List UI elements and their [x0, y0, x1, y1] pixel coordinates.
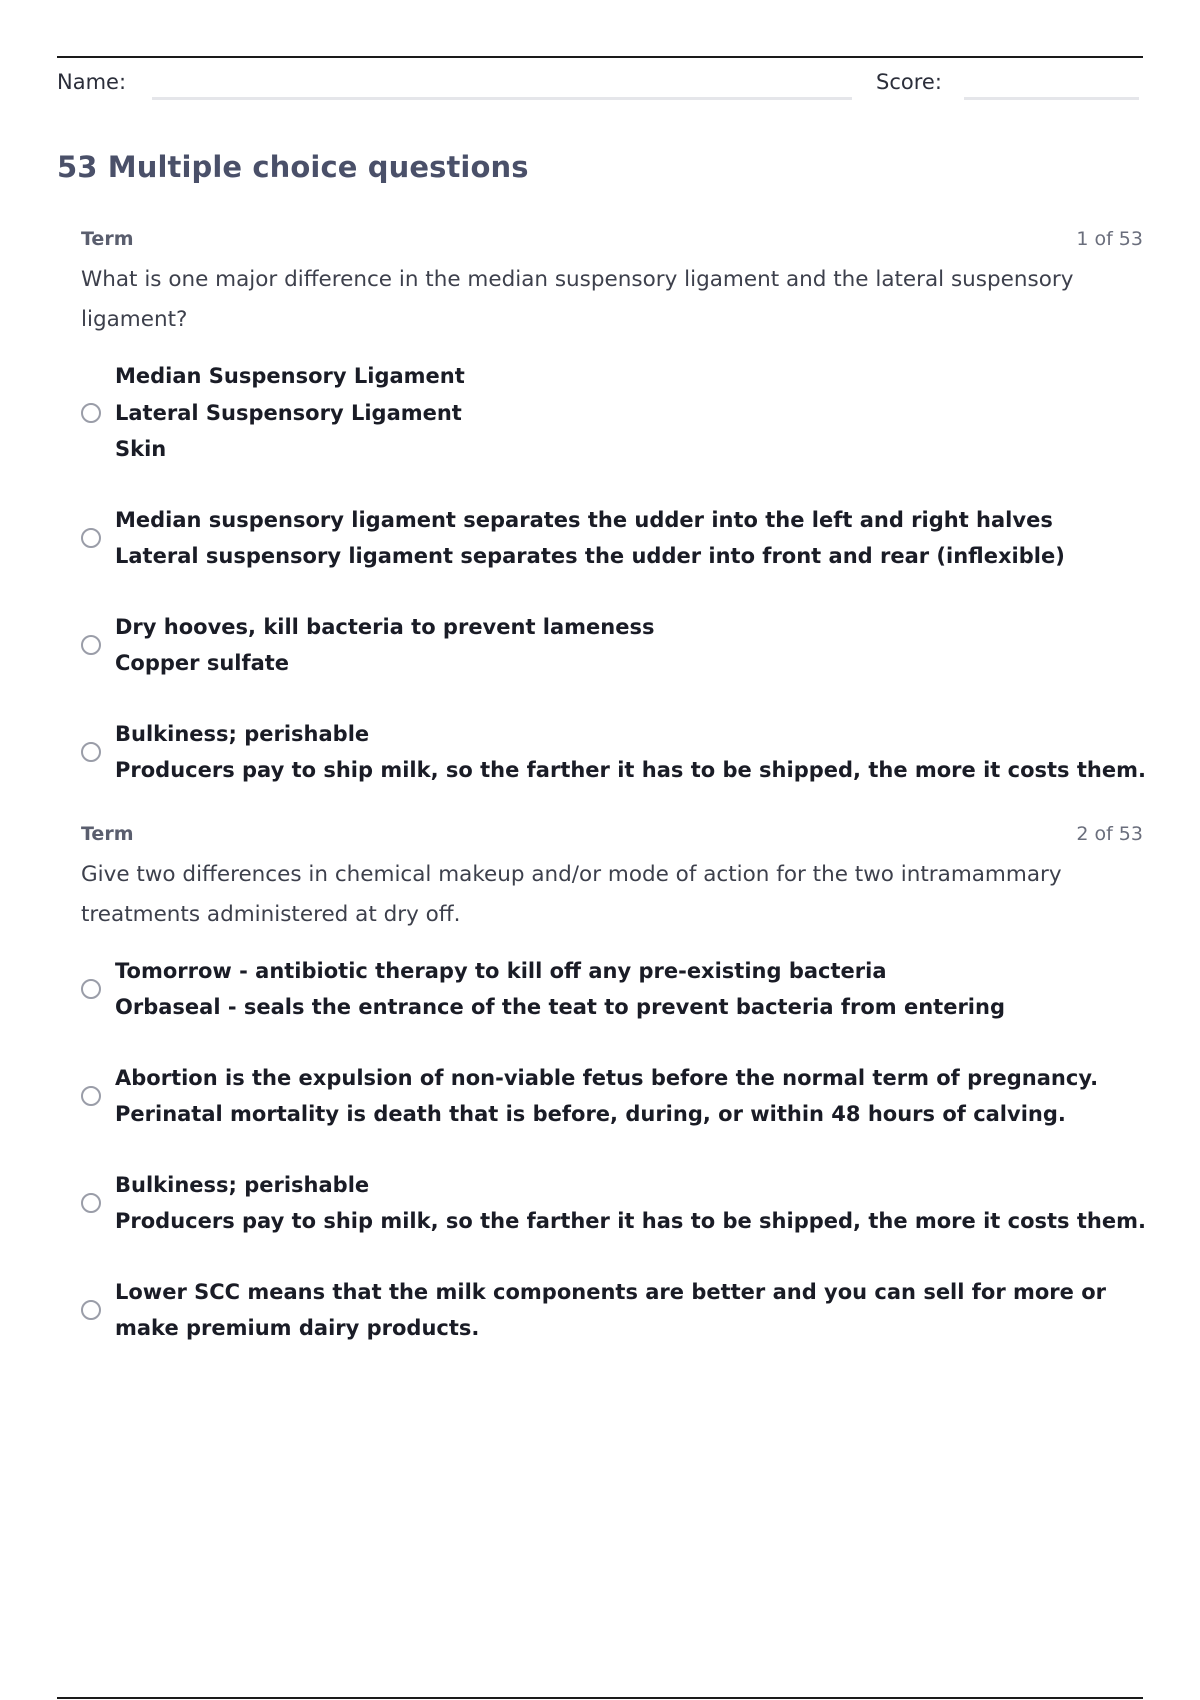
radio-button[interactable] — [81, 979, 101, 999]
answer-option[interactable] — [81, 1060, 1143, 1133]
name-label: Name: — [57, 70, 127, 94]
radio-button[interactable] — [81, 403, 101, 423]
radio-button[interactable] — [81, 742, 101, 762]
term-label: Term — [81, 822, 134, 845]
answer-text — [115, 1060, 1098, 1133]
answer-line: Lateral Suspensory Ligament — [115, 400, 462, 425]
answer-options — [81, 953, 1146, 1347]
question-prompt: What is one major difference in the median suspensory ligament and the lateral suspensory ligament? — [81, 267, 1074, 332]
answer-line: Median Suspensory Ligament — [115, 364, 465, 388]
bottom-divider — [57, 1697, 1143, 1699]
section-title: 53 Multiple choice questions — [57, 150, 529, 184]
question-counter: 1 of 53 — [1076, 228, 1143, 250]
radio-button[interactable] — [81, 528, 101, 548]
answer-line: Copper sulfate — [115, 651, 290, 675]
answer-text — [115, 358, 465, 468]
answer-line: Abortion is the expulsion of non-viable fetus before the normal term of pregnancy. — [115, 1065, 1099, 1090]
question-header — [81, 823, 1143, 845]
header-row — [57, 58, 1143, 100]
answer-options — [81, 358, 1146, 789]
radio-button[interactable] — [81, 1300, 101, 1320]
answer-option[interactable] — [81, 1274, 1143, 1347]
answer-option[interactable] — [81, 502, 1143, 575]
answer-line: Bulkiness; perishable — [115, 1172, 370, 1197]
answer-line: Median suspensory ligament separates the udder into the left and right halves — [115, 507, 1053, 532]
radio-button[interactable] — [81, 635, 101, 655]
worksheet-page — [57, 56, 1146, 1700]
answer-line: Producers pay to ship milk, so the farther it has to be shipped, the more it costs them. — [115, 1209, 1146, 1233]
answer-line: Lateral suspensory ligament separates the udder into front and rear (inflexible) — [115, 544, 1065, 568]
answer-text — [115, 609, 654, 682]
answer-option[interactable] — [81, 1167, 1146, 1240]
score-field[interactable] — [964, 59, 1139, 100]
answer-text — [115, 716, 1146, 789]
answer-option[interactable] — [81, 609, 1143, 682]
answer-line: Bulkiness; perishable — [115, 721, 370, 746]
answer-text — [115, 1167, 1146, 1240]
answer-line: Lower SCC means that the milk components are better and you can sell for more or make premium dairy products. — [115, 1279, 1106, 1340]
answer-text — [115, 1274, 1135, 1347]
term-label: Term — [81, 228, 134, 250]
question-2 — [81, 822, 1146, 1347]
answer-line: Perinatal mortality is death that is before, during, or within 48 hours of calving. — [115, 1102, 1066, 1126]
question-header — [81, 228, 1143, 250]
answer-line: Producers pay to ship milk, so the farther it has to be shipped, the more it costs them. — [115, 758, 1146, 782]
score-label: Score: — [876, 70, 942, 94]
question-counter: 2 of 53 — [1076, 822, 1143, 845]
question-prompt: Give two differences in chemical makeup and/or mode of action for the two intramammary treatments administered at dry off. — [81, 861, 1062, 927]
answer-option[interactable] — [81, 358, 1143, 468]
answer-line: Orbaseal - seals the entrance of the teat to prevent bacteria from entering — [115, 995, 1005, 1019]
answer-text — [115, 502, 1065, 575]
answer-line: Dry hooves, kill bacteria to prevent lameness — [115, 614, 655, 639]
answer-line: Tomorrow - antibiotic therapy to kill off any pre-existing bacteria — [115, 958, 887, 983]
question-1 — [81, 228, 1146, 789]
answer-option[interactable] — [81, 953, 1143, 1026]
answer-text — [115, 953, 1005, 1026]
name-field[interactable] — [152, 59, 852, 100]
answer-option[interactable] — [81, 716, 1146, 789]
answer-line: Skin — [115, 437, 167, 461]
radio-button[interactable] — [81, 1086, 101, 1106]
radio-button[interactable] — [81, 1193, 101, 1213]
